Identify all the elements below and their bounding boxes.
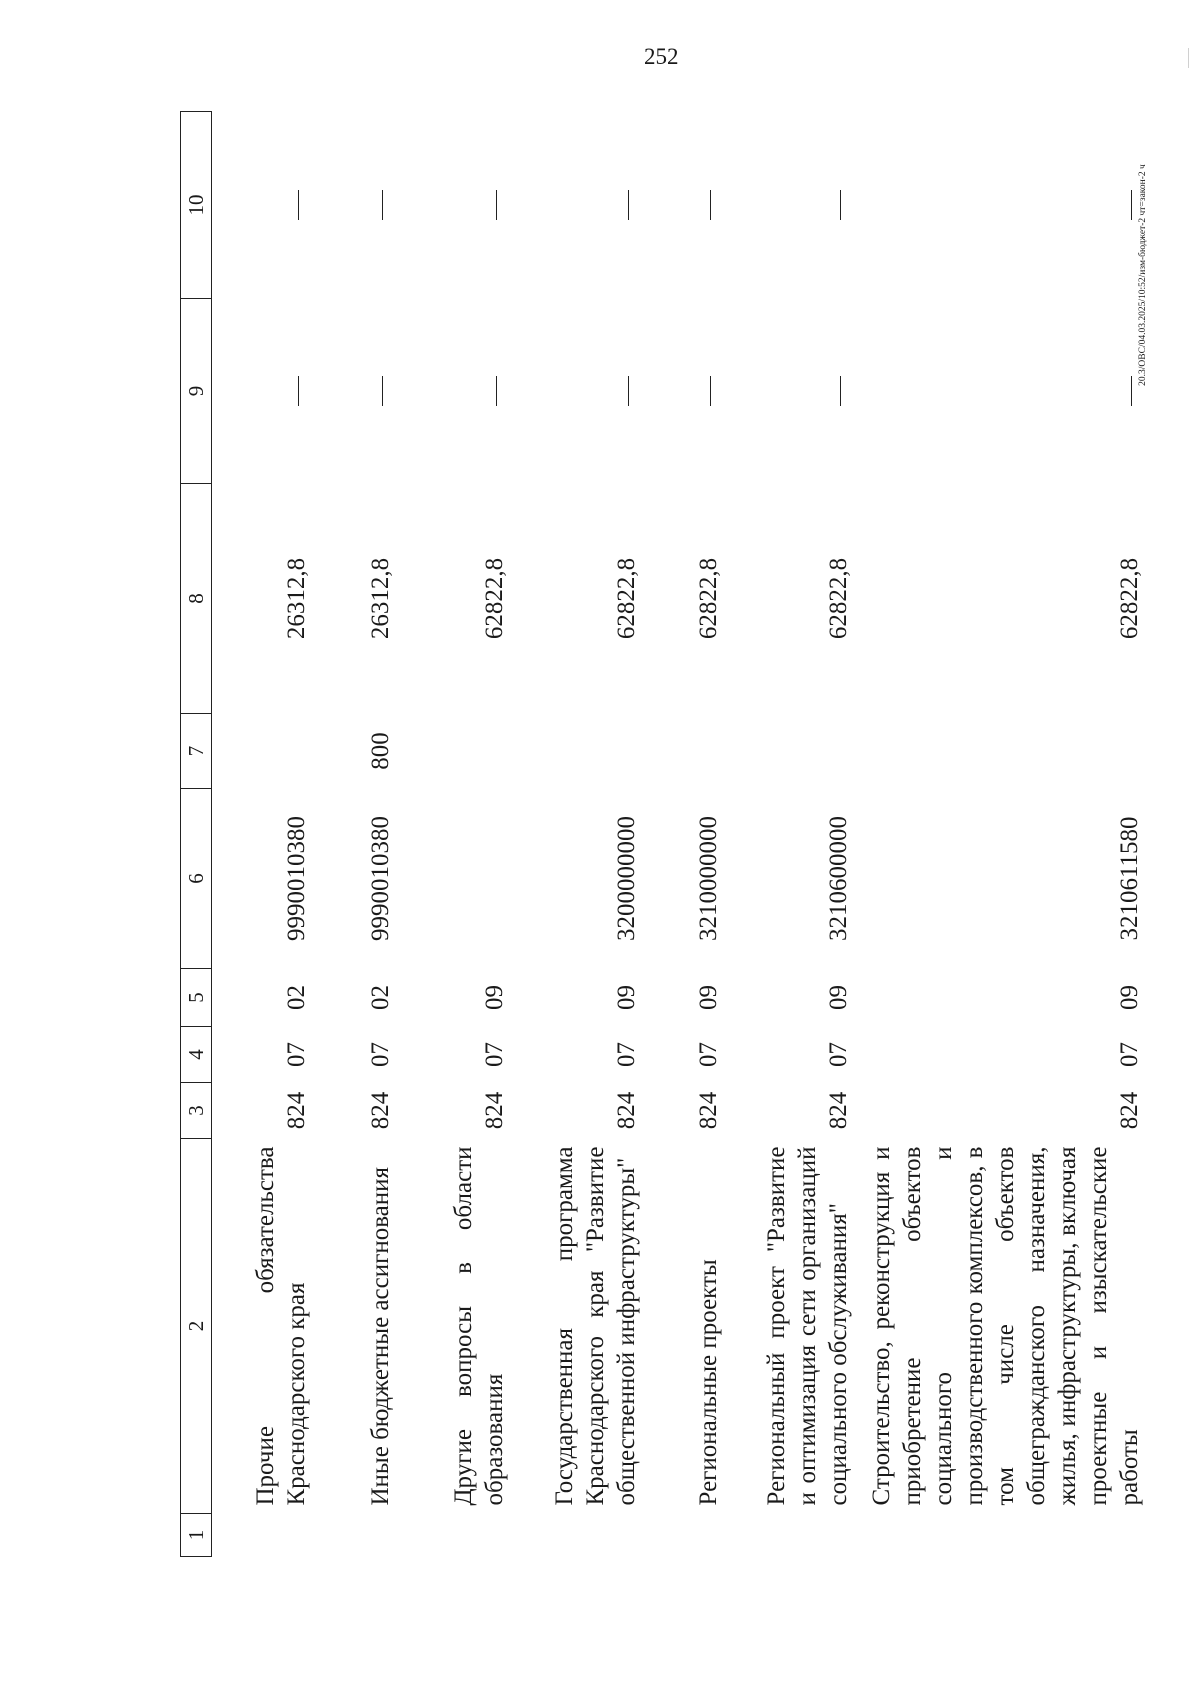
code-expense-type-cell [408,714,522,789]
header-cell: 1 [181,1514,212,1557]
code-subsection-cell: 09 [481,985,508,1010]
item-name-cell: Государственная программа Краснодарского края "Развитие общественной инфраструктуры" [551,1146,640,1506]
table-row [736,112,866,1557]
code-target-cell: 3210000000 [695,816,722,941]
code-section-cell: 07 [367,1042,394,1067]
header-cell: 5 [181,969,212,1027]
dash-mark [298,376,300,406]
item-name-cell: Строительство, реконструкция и приобретение объектов социального и производственного комплексов, в том числе объектов общегражданского назначения, жилья, инфраструктуры, включая проектные и изыскательские работы [868,1146,1143,1506]
code-target-cell: 3200000000 [613,816,640,941]
code-expense-type-cell [212,714,325,789]
dash-value [479,375,480,376]
footer-code-text: 20.3/ОВС/04.03.2025/10:52/изм-бюджет-2 чт=закон-2 ч [1138,164,1148,386]
amount-col-9-cell [324,299,408,484]
dash-value [365,375,366,376]
dash-value [611,189,612,190]
dash-mark [840,190,842,220]
dash-mark [298,190,300,220]
dash-mark [496,190,498,220]
header-row [181,112,212,1557]
dash-value [365,189,366,190]
item-name-cell: Региональный проект "Развитие и оптимизация сети организаций социального обслуживания" [763,1146,852,1506]
edge-mark [1188,48,1189,68]
amount-col-10-cell [866,112,1157,299]
code-subsection-cell: 09 [695,985,722,1010]
item-name-cell: Другие вопросы в области образования [450,1146,508,1506]
code-target-cell: 9990010380 [367,816,394,941]
code-ministry-cell: 824 [825,1091,852,1130]
item-name-cell: Региональные проекты [695,1259,722,1506]
code-ministry-cell: 824 [613,1091,640,1130]
code-ministry-cell: 824 [481,1091,508,1130]
code-target-cell: 3210600000 [825,816,852,941]
amount-col-9-cell [654,299,736,484]
code-target-cell: 9990010380 [283,816,310,941]
header-cell: 10 [181,112,212,299]
row-index-cell [324,1514,408,1557]
header-cell: 4 [181,1027,212,1083]
dash-value [479,189,480,190]
amount-col-10-cell [324,112,408,299]
table-row [212,112,325,1557]
code-expense-type-cell [736,714,866,789]
table-row [654,112,736,1557]
code-section-cell: 07 [613,1042,640,1067]
code-subsection-cell: 09 [1116,985,1143,1010]
dash-value [611,375,612,376]
header-cell: 3 [181,1083,212,1139]
row-index-cell [736,1514,866,1557]
page-number: 252 [644,44,679,69]
table-row [522,112,654,1557]
dash-value [693,189,694,190]
row-index-cell [212,1514,325,1557]
header-cell: 6 [181,789,212,969]
code-ministry-cell: 824 [1116,1091,1143,1130]
dash-mark [496,376,498,406]
dash-mark [628,376,630,406]
dash-value [1114,189,1115,190]
amount-col-10-cell [212,112,325,299]
dash-value [823,375,824,376]
amount-cell: 62822,8 [825,557,852,640]
item-name-cell: Иные бюджетные ассигнования [367,1166,394,1506]
amount-cell: 62822,8 [695,557,722,640]
table-row [408,112,522,1557]
header-cell: 7 [181,714,212,789]
amount-col-10-cell [736,112,866,299]
code-expense-type-cell: 800 [367,732,394,770]
dash-value [281,189,282,190]
code-expense-type-cell [654,714,736,789]
amount-col-9-cell [736,299,866,484]
dash-value [281,375,282,376]
dash-mark [628,190,630,220]
code-section-cell: 07 [283,1042,310,1067]
code-expense-type-cell [522,714,654,789]
code-subsection-cell: 02 [283,985,310,1010]
code-subsection-cell: 09 [825,985,852,1010]
code-subsection-cell: 02 [367,985,394,1010]
dash-value [1114,375,1115,376]
dash-mark [1131,376,1133,406]
amount-col-10-cell [408,112,522,299]
amount-cell: 26312,8 [283,557,310,640]
row-index-cell [866,1514,1157,1557]
header-cell: 2 [181,1139,212,1514]
header-cell: 9 [181,299,212,484]
code-target-cell [408,789,522,969]
dash-value [693,375,694,376]
code-subsection-cell: 09 [613,985,640,1010]
dash-mark [710,376,712,406]
amount-col-9-cell [522,299,654,484]
code-section-cell: 07 [695,1042,722,1067]
amount-col-9-cell [866,299,1157,484]
row-index-cell [654,1514,736,1557]
amount-col-10-cell [522,112,654,299]
dash-mark [710,190,712,220]
amount-cell: 62822,8 [481,557,508,640]
code-expense-type-cell [866,714,1157,789]
code-ministry-cell: 824 [283,1091,310,1130]
dash-mark [382,376,384,406]
amount-col-10-cell [654,112,736,299]
dash-mark [1131,190,1133,220]
amount-cell: 26312,8 [367,557,394,640]
code-ministry-cell: 824 [695,1091,722,1130]
header-cell: 8 [181,484,212,714]
code-ministry-cell: 824 [367,1091,394,1130]
code-section-cell: 07 [481,1042,508,1067]
amount-col-9-cell [408,299,522,484]
row-index-cell [408,1514,522,1557]
code-section-cell: 07 [1116,1042,1143,1067]
amount-cell: 62822,8 [613,557,640,640]
dash-mark [840,376,842,406]
budget-table [180,111,1157,1557]
amount-col-9-cell [212,299,325,484]
table-row [324,112,408,1557]
code-section-cell: 07 [825,1042,852,1067]
row-index-cell [522,1514,654,1557]
code-target-cell: 3210611580 [1116,816,1143,941]
dash-value [823,189,824,190]
item-name-cell: Прочие обязательства Краснодарского края [252,1146,310,1506]
amount-cell: 62822,8 [1116,557,1143,640]
table-row [866,112,1157,1557]
dash-mark [382,190,384,220]
